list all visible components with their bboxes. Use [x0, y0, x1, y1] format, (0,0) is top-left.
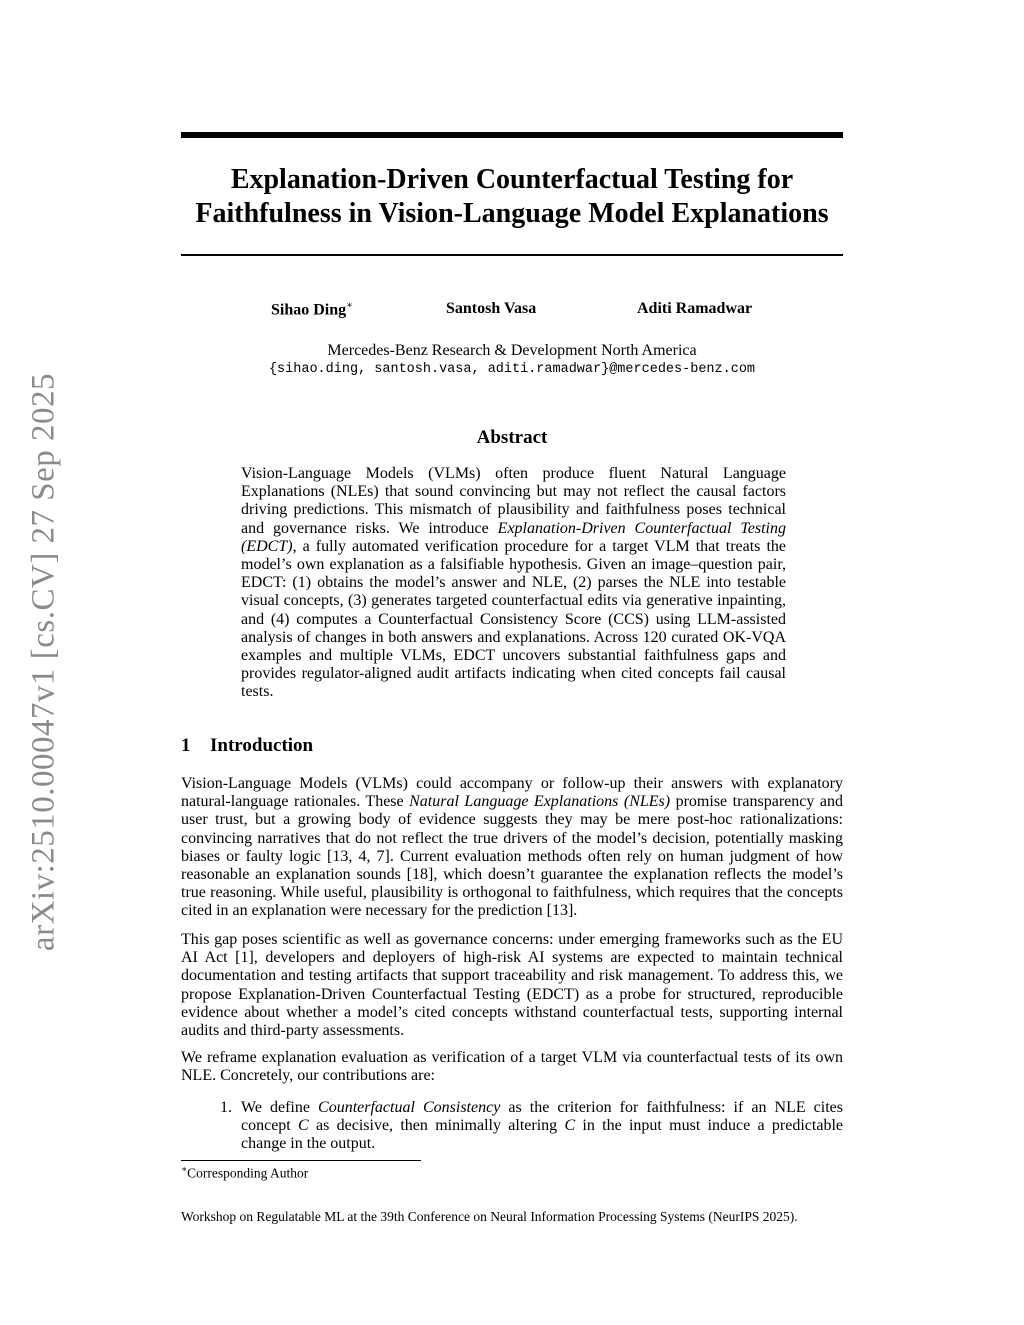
list-text: We define: [241, 1099, 319, 1116]
paragraph-text: promise transparency and user trust, but a growing body of evidence suggests they may be mere post-hoc rationalizations: convincing narratives that do not reflect the true drivers of the model’s decision, potentially masking biases or faulty logic [13, 4, 7]. Current evaluation methods often rely on human judgment of how reasonable an explanation sounds [18], which doesn’t guarantee the explanation reflects the model’s true reasoning. While useful, plausibility is orthogonal to faithfulness, which requires that the concepts cited in an explanation were necessary for the prediction [13].: [181, 793, 843, 920]
author-footnote-mark: ∗: [346, 300, 353, 311]
list-emphasis: Counterfactual Consistency: [318, 1099, 501, 1116]
author-3: [637, 300, 752, 318]
abstract-heading: Abstract: [476, 427, 548, 448]
list-text: in the input must induce a predictable change in the output.: [241, 1117, 844, 1153]
arxiv-stamp: arXiv:2510.00047v1 [cs.CV] 27 Sep 2025: [25, 372, 62, 952]
author-name: Santosh Vasa: [446, 300, 537, 317]
contribution-item-1: [241, 1099, 843, 1154]
list-text: as decisive, then minimally altering: [308, 1117, 565, 1135]
paper-title: [181, 163, 843, 231]
paragraph-emphasis: Natural Language Explanations (NLEs): [409, 793, 671, 811]
title-line-2: Faithfulness in Vision-Language Model Explanations: [195, 198, 829, 229]
author-1: [271, 300, 353, 319]
abstract-body: [241, 465, 786, 702]
affiliation: Mercedes-Benz Research & Development North America: [327, 342, 697, 359]
footnote: [181, 1164, 308, 1182]
section-title: Introduction: [210, 735, 314, 756]
title-top-rule: [181, 132, 843, 138]
abstract-emphasis: Explanation-Driven Counterfactual Testing (EDCT): [241, 519, 786, 555]
list-text: as the criterion for faithfulness: if an NLE cites concept: [241, 1099, 844, 1135]
section-number: 1: [181, 735, 191, 756]
author-name: Aditi Ramadwar: [637, 300, 753, 317]
paragraph-text: Vision-Language Models (VLMs) could accompany or follow-up their answers with explanatory natural-language rationales. These: [181, 775, 843, 811]
footnote-mark: ∗: [181, 1164, 188, 1174]
contribution-number: 1.: [220, 1099, 232, 1116]
footnote-text: Corresponding Author: [187, 1165, 309, 1181]
section-heading-introduction: [181, 735, 313, 757]
abstract-text: , a fully automated verification procedure for a target VLM that treats the model’s own explanation as a falsifiable hypothesis. Given an image–question pair, EDCT: (1) obtains the model’s answer and NLE, (2) parses the NLE into testable visual concepts, (3) generates targeted counterfactual edits via generative inpainting, and (4) computes a Counterfactual Consistency Score (CCS) using LLM-assisted analysis of changes in both answers and explanations. Across 120 curated OK-VQA examples and multiple VLMs, EDCT uncovers substantial faithfulness gaps and provides regulator-aligned audit artifacts indicating when cited concepts fail causal tests.: [241, 537, 786, 701]
author-name: Sihao Ding: [271, 301, 347, 319]
intro-paragraph-2: This gap poses scientific as well as governance concerns: under emerging frameworks such as the EU AI Act [1], developers and deployers of high-risk AI systems are expected to maintain technical documentation and testing artifacts that support traceability and risk management. To address this, we propose Explanation-Driven Counterfactual Testing (EDCT) as a probe for structured, reproducible evidence about whether a model’s cited concepts withstand counterfactual tests, supporting internal audits and third-party assessments.: [181, 931, 843, 1040]
abstract-text: Vision-Language Models (VLMs) often produce fluent Natural Language Explanations (NLEs) that sound convincing but may not reflect the causal factors driving predictions. This mismatch of plausibility and faithfulness poses technical and governance risks. We introduce: [241, 465, 786, 537]
footnote-rule: [181, 1160, 421, 1161]
math-variable: C: [298, 1117, 309, 1135]
title-line-1: Explanation-Driven Counterfactual Testing for: [230, 164, 794, 195]
title-bottom-rule: [181, 254, 843, 256]
math-variable: C: [564, 1117, 576, 1135]
author-2: [446, 300, 536, 318]
author-emails: {sihao.ding, santosh.vasa, aditi.ramadwar}@mercedes-benz.com: [268, 362, 756, 377]
intro-paragraph-1: [181, 775, 843, 921]
intro-paragraph-3: We reframe explanation evaluation as verification of a target VLM via counterfactual tests of its own NLE. Concretely, our contributions are:: [181, 1049, 843, 1085]
venue-note: Workshop on Regulatable ML at the 39th Conference on Neural Information Processing Systems (NeurIPS 2025).: [181, 1209, 798, 1224]
